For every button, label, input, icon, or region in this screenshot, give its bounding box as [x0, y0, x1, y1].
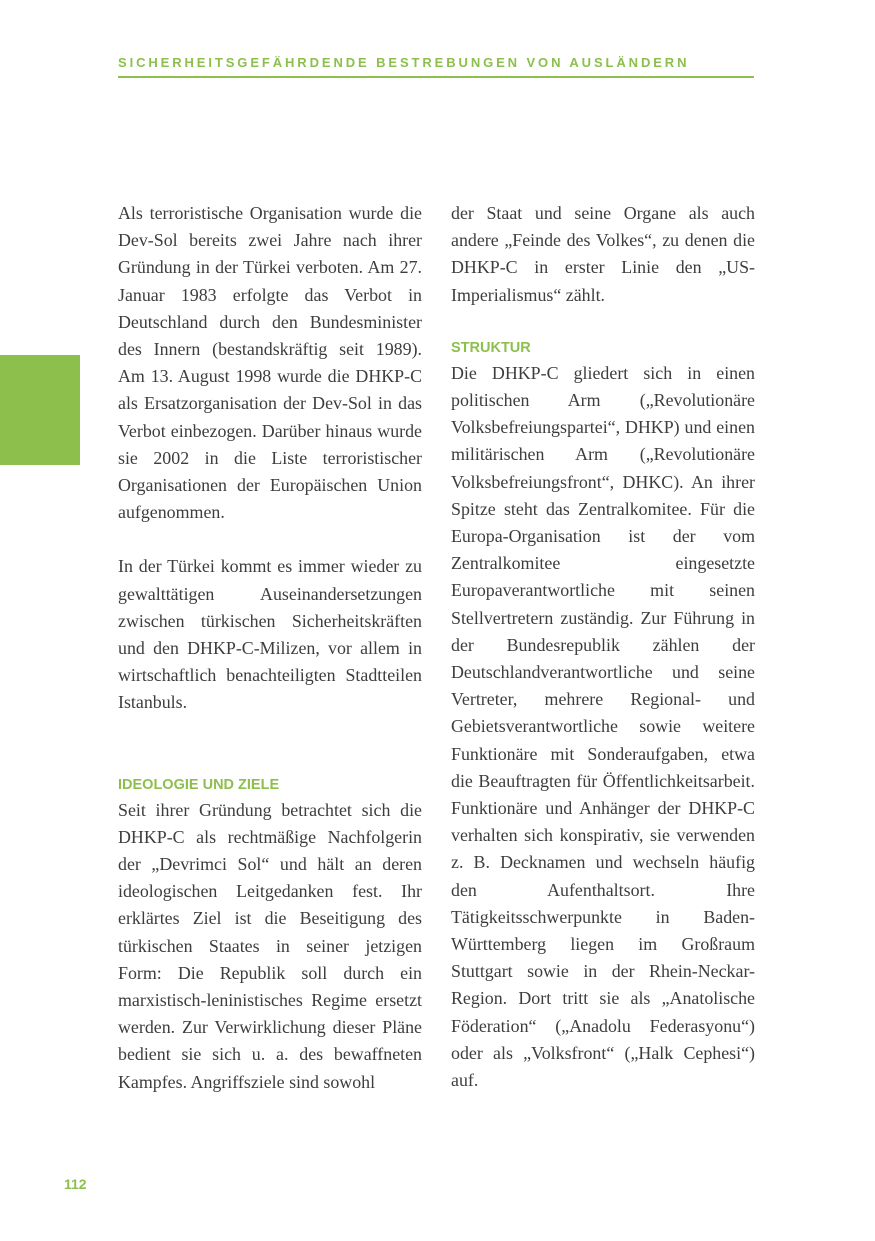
heading-struktur: STRUKTUR: [451, 339, 531, 356]
right-column: [451, 200, 755, 1094]
chapter-tab-marker: [0, 355, 80, 465]
paragraph-dev-sol-ban: Als terroristische Organisation wurde die Dev-Sol bereits zwei Jahre nach ihrer Gründung in der Türkei verboten. Am 27. Januar 1983 erfolgte das Verbot in Deutschland durch den Bundesminister des Innern (bestandskräftig seit 1989). Am 13. August 1998 wurde die DHKP-C als Ersatzorganisation der Dev-Sol in das Verbot einbezogen. Darüber hinaus wurde sie 2002 in die Liste terroristischer Organisationen der Europäischen Union aufgenommen.: [118, 203, 422, 523]
section-spacer: [118, 717, 422, 761]
paragraph-ideology: Seit ihrer Gründung betrachtet sich die DHKP-C als rechtmäßige Nachfolgerin der „Devrimci Sol“ und hält an deren ideologischen Leitgedanken fest. Ihr erklärtes Ziel ist die Beseitigung des türkischen Staates in seiner jetzigen Form: Die Republik soll durch ein marxistisch-leninistisches Regime ersetzt werden. Zur Verwirklichung dieser Pläne bedient sie sich u. a. des bewaffneten Kampfes. Angriffsziele sind sowohl: [118, 799, 422, 1092]
paragraph-spacer: [118, 526, 422, 553]
left-column: [118, 200, 422, 1096]
page-number: 112: [64, 1176, 87, 1192]
header-rule: [118, 76, 754, 78]
heading-ideologie-und-ziele: IDEOLOGIE UND ZIELE: [118, 776, 280, 793]
paragraph-structure: Die DHKP-C gliedert sich in einen politischen Arm („Revolutionäre Volksbefreiungspartei“, DHKP) und einen militärischen Arm („Revolutionäre Volksbefreiungsfront“, DHKC). An ihrer Spitze steht das Zentralkomitee. Für die Europa-Organisation ist der vom Zentralkomitee eingesetzte Europaverantwortliche mit seinen Stellvertretern zuständig. Zur Führung in der Bundesrepublik zählen der Deutschlandverantwortliche und seine Vertreter, mehrere Regional- und Gebietsverantwortliche sowie weitere Funktionäre mit Sonderaufgaben, etwa die Beauftragten für Öffentlichkeitsarbeit. Funktionäre und Anhänger der DHKP-C verhalten sich konspirativ, sie verwenden z. B. Decknamen und wechseln häufig den Aufenthaltsort. Ihre Tätigkeitsschwerpunkte in Baden-Württemberg liegen im Großraum Stuttgart sowie in der Rhein-Neckar-Region. Dort tritt sie als „Anatolische Föderation“ („Anadolu Federasyonu“) oder als „Volksfront“ („Halk Cephesi“) auf.: [451, 362, 755, 1091]
section-spacer: [451, 309, 755, 336]
paragraph-ideology-continued: der Staat und seine Organe als auch andere „Feinde des Volkes“, zu denen die DHKP-C in erster Linie den „US-Imperialismus“ zählt.: [451, 203, 755, 305]
paragraph-conflicts-turkey: In der Türkei kommt es immer wieder zu gewalttätigen Auseinandersetzungen zwischen türkischen Sicherheitskräften und den DHKP-C-Milizen, vor allem in wirtschaftlich benachteiligten Stadtteilen Istanbuls.: [118, 556, 422, 713]
running-header: SICHERHEITSGEFÄHRDENDE BESTREBUNGEN VON AUSLÄNDERN: [118, 55, 690, 70]
